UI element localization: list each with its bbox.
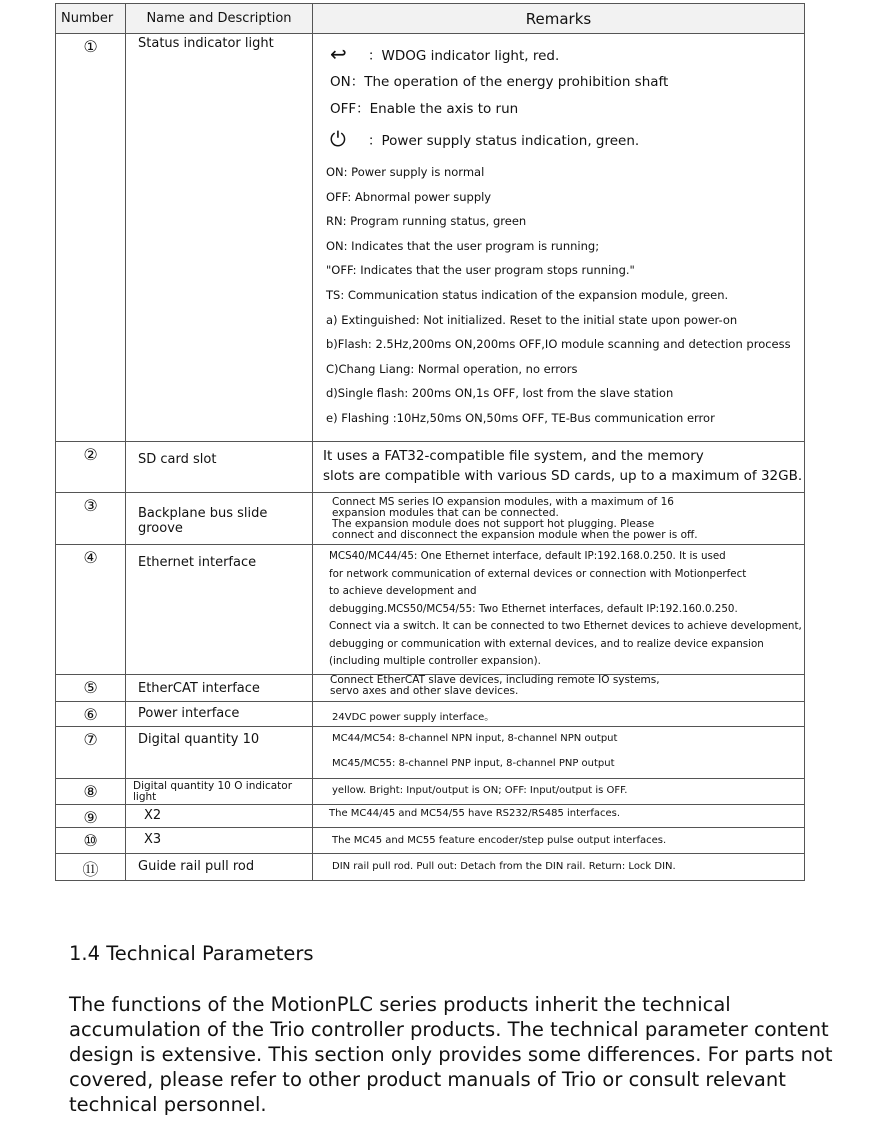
row-number: ⑤ (56, 675, 126, 702)
remark-line: 24VDC power supply interface。 (332, 712, 495, 723)
row-name: Ethernet interface (126, 545, 313, 675)
remark-line: ON: Power supply is normal (326, 165, 485, 179)
row-name: Guide rail pull rod (126, 854, 313, 881)
table-row (56, 702, 805, 727)
header-number: Number (56, 4, 126, 34)
row-number: ④ (56, 545, 126, 675)
row-number: ② (56, 442, 126, 493)
remark-line: ON: Indicates that the user program is running; (326, 238, 600, 253)
row-name: X2 (126, 805, 313, 828)
remark-line: DIN rail pull rod. Pull out: Detach from the DIN rail. Return: Lock DIN. (332, 861, 676, 872)
row-remarks (313, 545, 805, 675)
power-line (330, 123, 804, 154)
remark-line: a) Extinguished: Not initialized. Reset to the initial state upon power-on (326, 312, 738, 327)
table-row (56, 675, 805, 702)
remark-line: Connect via a switch. It can be connected to two Ethernet devices to achieve development, (329, 620, 802, 632)
section-paragraph: The functions of the MotionPLC series products inherit the technical accumulation of the Trio controller products. The technical parameter content design is extensive. This section only provides some differences. For parts not covered, please refer to other product manuals of Trio or consult relevant technical personnel. (69, 993, 833, 1116)
row-remarks (313, 702, 805, 727)
remark-line: Connect EtherCAT slave devices, including remote IO systems, (330, 674, 660, 686)
remark-line: debugging or communication with external devices, and to realize device expansion (329, 637, 764, 650)
power-text: ：Power supply status indication, green. (368, 132, 640, 149)
remark-line: to achieve development and (329, 585, 477, 597)
row-name: Backplane bus slide groove (126, 493, 313, 545)
remark-line: TS: Communication status indication of the expansion module, green. (326, 287, 729, 302)
row-name: Digital quantity 10 (126, 727, 313, 779)
remark-line: yellow. Bright: Input/output is ON; OFF: Input/output is OFF. (332, 785, 628, 796)
table-row (56, 779, 805, 805)
header-name: Name and Description (126, 4, 313, 34)
remark-line: debugging.MCS50/MC54/55: Two Ethernet interfaces, default IP:192.160.0.250. (329, 602, 738, 615)
power-icon: ⏻ (330, 126, 346, 151)
remark-line: Connect MS series IO expansion modules, with a maximum of 16 (332, 496, 674, 508)
remark-line: servo axes and other slave devices. (330, 685, 519, 697)
row-remarks (313, 805, 805, 828)
row-remarks (313, 779, 805, 805)
wdog-text: ：WDOG indicator light, red. (368, 47, 560, 64)
row-name: Digital quantity 10 O indicator light (126, 779, 313, 805)
remark-line: MCS40/MC44/45: One Ethernet interface, default IP:192.168.0.250. It is used (329, 550, 726, 562)
wdog-line (330, 38, 804, 69)
remark-line: It uses a FAT32-compatible file system, and the memory (323, 448, 704, 464)
row-number: ⑩ (56, 828, 126, 854)
wdog-icon: ↩ (330, 41, 347, 66)
remark-line: The MC45 and MC55 feature encoder/step pulse output interfaces. (332, 835, 667, 846)
row-number: ⑥ (56, 702, 126, 727)
remark-line: OFF：Enable the axis to run (330, 101, 519, 117)
table-row (56, 727, 805, 779)
row-remarks (313, 828, 805, 854)
remark-line: "OFF: Indicates that the user program stops running." (326, 263, 635, 278)
row-number: ① (56, 34, 126, 442)
remark-line: expansion modules that can be connected. (332, 507, 559, 519)
header-remarks: Remarks (313, 4, 805, 34)
remark-line: connect and disconnect the expansion module when the power is off. (332, 529, 698, 541)
remark-line: C)Chang Liang: Normal operation, no errors (326, 361, 578, 376)
table-row (56, 854, 805, 881)
row-number: ⑧ (56, 779, 126, 805)
table-row (56, 828, 805, 854)
table-header-row (56, 4, 805, 34)
row-name: X3 (126, 828, 313, 854)
row-name: SD card slot (126, 442, 313, 493)
row-number: ⑦ (56, 727, 126, 779)
row-name: Power interface (126, 702, 313, 727)
row-remarks (313, 442, 805, 493)
remark-line: OFF: Abnormal power supply (326, 189, 492, 204)
table-row (56, 545, 805, 675)
remark-line: MC44/MC54: 8-channel NPN input, 8-channel NPN output (332, 733, 618, 744)
row-remarks (313, 493, 805, 545)
remark-line: d)Single flash: 200ms ON,1s OFF, lost from the slave station (326, 386, 674, 401)
remark-line: (including multiple controller expansion). (329, 655, 541, 667)
spec-table (55, 3, 805, 881)
row-remarks (313, 34, 805, 442)
row-number: ⑨ (56, 805, 126, 828)
section-heading: 1.4 Technical Parameters (69, 942, 314, 965)
remark-line: slots are compatible with various SD cards, up to a maximum of 32GB. (323, 468, 803, 484)
row-number: ③ (56, 493, 126, 545)
remark-line: b)Flash: 2.5Hz,200ms ON,200ms OFF,IO module scanning and detection process (326, 337, 791, 352)
row-name: EtherCAT interface (126, 675, 313, 702)
remark-line: MC45/MC55: 8-channel PNP input, 8-channel PNP output (332, 758, 615, 769)
remark-line: RN: Program running status, green (326, 214, 527, 229)
row-number: ⑪ (56, 854, 126, 881)
remark-line: e) Flashing :10Hz,50ms ON,50ms OFF, TE-Bus communication error (326, 410, 715, 425)
remark-line: The MC44/45 and MC54/55 have RS232/RS485 interfaces. (329, 808, 621, 819)
row-remarks (313, 727, 805, 779)
remark-line: ON：The operation of the energy prohibition shaft (330, 74, 669, 90)
row-remarks (313, 675, 805, 702)
remark-line: The expansion module does not support hot plugging. Please (332, 518, 655, 530)
table-row (56, 493, 805, 545)
table-row (56, 805, 805, 828)
remark-line: for network communication of external devices or connection with Motionperfect (329, 567, 747, 580)
table-row (56, 442, 805, 493)
row-name: Status indicator light (126, 34, 313, 442)
row-remarks (313, 854, 805, 881)
table-row (56, 34, 805, 442)
